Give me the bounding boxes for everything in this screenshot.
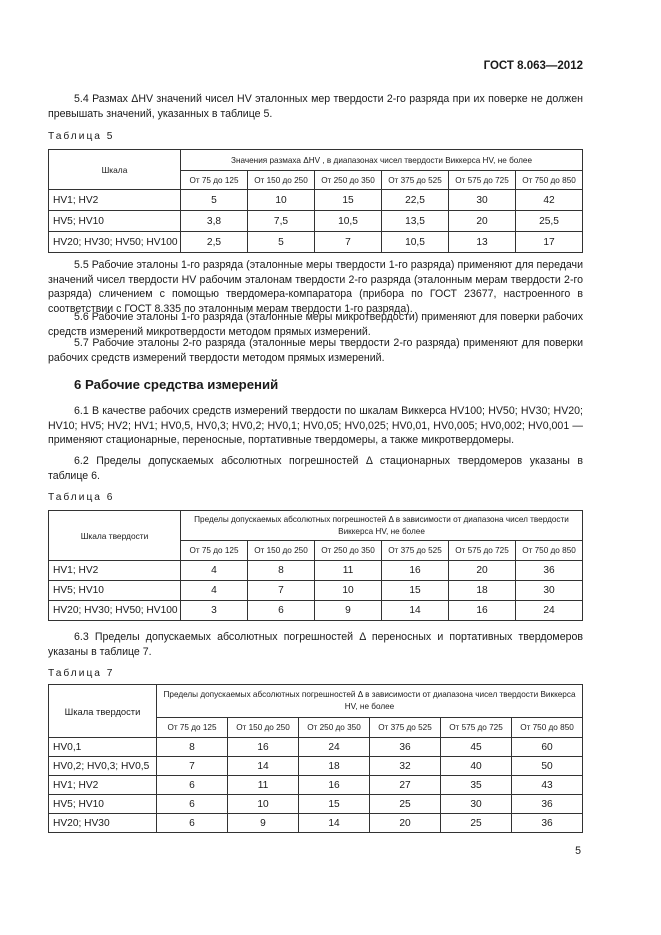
paragraph-5-4: 5.4 Размах ΔHV значений чисел HV эталонных мер твердости 2-го разряда при их поверке не должен превышать значений, указанных в таблице 5. <box>48 93 583 120</box>
table-cell: 60 <box>512 738 583 757</box>
table-cell: 3 <box>181 601 248 621</box>
table-cell: 3,8 <box>181 211 248 232</box>
table-row <box>49 795 583 814</box>
table-cell: 6 <box>157 814 228 833</box>
table-cell: 43 <box>512 776 583 795</box>
table-cell: 24 <box>299 738 370 757</box>
table-7-caption: Таблица 7 <box>48 668 115 679</box>
table-6-range: От 575 до 725 <box>449 541 516 561</box>
table-5-range: От 250 до 350 <box>315 171 382 190</box>
table-6 <box>48 510 583 621</box>
table-cell: 15 <box>382 581 449 601</box>
table-cell: 16 <box>449 601 516 621</box>
table-7-range: От 750 до 850 <box>512 718 583 738</box>
table-cell: 14 <box>382 601 449 621</box>
table-cell: 7 <box>157 757 228 776</box>
table-5-caption: Таблица 5 <box>48 131 115 142</box>
table-cell: 24 <box>516 601 583 621</box>
document-header: ГОСТ 8.063—2012 <box>483 60 583 72</box>
table-cell: 5 <box>248 232 315 253</box>
table-cell: 2,5 <box>181 232 248 253</box>
table-cell: 8 <box>157 738 228 757</box>
table-7-range: От 575 до 725 <box>441 718 512 738</box>
table-cell: 8 <box>248 561 315 581</box>
table-5-header-scale: Шкала <box>49 150 181 190</box>
table-row <box>49 561 583 581</box>
table-cell: HV0,2; HV0,3; HV0,5 <box>49 757 157 776</box>
paragraph-6-3: 6.3 Пределы допускаемых абсолютных погрешностей Δ переносных и портативных твердомеров указаны в таблице 7. <box>48 631 583 658</box>
table-cell: 25 <box>370 795 441 814</box>
table-5-range: От 750 до 850 <box>516 171 583 190</box>
table-cell: 36 <box>512 814 583 833</box>
table-cell: 6 <box>157 776 228 795</box>
table-cell: 36 <box>370 738 441 757</box>
table-row <box>49 738 583 757</box>
table-cell: 4 <box>181 581 248 601</box>
table-cell: 11 <box>228 776 299 795</box>
table-6-range: От 750 до 850 <box>516 541 583 561</box>
table-6-caption: Таблица 6 <box>48 492 115 503</box>
table-cell: 13 <box>449 232 516 253</box>
table-cell: HV20; HV30; HV50; HV100 <box>49 601 181 621</box>
table-cell: HV5; HV10 <box>49 211 181 232</box>
table-6-range: От 250 до 350 <box>315 541 382 561</box>
table-cell: 27 <box>370 776 441 795</box>
table-cell: 7 <box>248 581 315 601</box>
table-7-header-scale: Шкала твердости <box>49 685 157 738</box>
table-cell: 36 <box>516 561 583 581</box>
table-cell: 15 <box>315 190 382 211</box>
table-cell: 40 <box>441 757 512 776</box>
paragraph-5-5: 5.5 Рабочие эталоны 1-го разряда (эталонные меры твердости 1-го разряда) применяют для передачи значений чисел твердости HV рабочим эталонам твердости 2-го разряда (эталонным мерам твердости 2-го разряда) сличением с помощью твердомера-компаратора (прибора по ГОСТ 23677, настроенного в соответствии с ГОСТ 8.335 по эталонным мерам твердости 1-го разряда). <box>48 259 583 315</box>
table-cell: HV1; HV2 <box>49 190 181 211</box>
table-5-header-group: Значения размаха ΔHV , в диапазонах чисел твердости Виккерса HV, не более <box>181 150 583 171</box>
table-row <box>49 190 583 211</box>
table-cell: 16 <box>299 776 370 795</box>
table-cell: 25,5 <box>516 211 583 232</box>
table-cell: 17 <box>516 232 583 253</box>
paragraph-6-2: 6.2 Пределы допускаемых абсолютных погрешностей Δ стационарных твердомеров указаны в таблице 6. <box>48 455 583 482</box>
table-row <box>49 814 583 833</box>
table-cell: 15 <box>299 795 370 814</box>
table-cell: 11 <box>315 561 382 581</box>
table-cell: 30 <box>449 190 516 211</box>
table-cell: 10,5 <box>382 232 449 253</box>
table-cell: 14 <box>299 814 370 833</box>
table-cell: 32 <box>370 757 441 776</box>
table-cell: 45 <box>441 738 512 757</box>
table-row <box>49 232 583 253</box>
table-6-range: От 375 до 525 <box>382 541 449 561</box>
table-cell: 4 <box>181 561 248 581</box>
table-cell: 16 <box>382 561 449 581</box>
table-cell: 35 <box>441 776 512 795</box>
table-cell: 30 <box>516 581 583 601</box>
table-cell: 22,5 <box>382 190 449 211</box>
table-6-header-scale: Шкала твердости <box>49 511 181 561</box>
table-5-range: От 575 до 725 <box>449 171 516 190</box>
table-row <box>49 601 583 621</box>
page-number: 5 <box>575 845 581 857</box>
table-cell: 18 <box>299 757 370 776</box>
table-cell: 9 <box>228 814 299 833</box>
table-cell: HV20; HV30 <box>49 814 157 833</box>
table-cell: 10 <box>228 795 299 814</box>
table-cell: 20 <box>449 561 516 581</box>
table-cell: 36 <box>512 795 583 814</box>
table-cell: 9 <box>315 601 382 621</box>
table-cell: 20 <box>449 211 516 232</box>
table-5-range: От 75 до 125 <box>181 171 248 190</box>
table-7-range: От 150 до 250 <box>228 718 299 738</box>
table-cell: 6 <box>157 795 228 814</box>
paragraph-5-7: 5.7 Рабочие эталоны 2-го разряда (эталонные меры твердости 2-го разряда) применяют для поверки рабочих средств измерений твердости методом прямых измерений. <box>48 337 583 364</box>
table-cell: HV20; HV30; HV50; HV100 <box>49 232 181 253</box>
table-cell: 5 <box>181 190 248 211</box>
table-cell: 13,5 <box>382 211 449 232</box>
table-7 <box>48 684 583 833</box>
table-cell: 18 <box>449 581 516 601</box>
table-row <box>49 776 583 795</box>
table-7-range: От 250 до 350 <box>299 718 370 738</box>
table-cell: 25 <box>441 814 512 833</box>
table-row <box>49 757 583 776</box>
table-5 <box>48 149 583 253</box>
table-cell: 7 <box>315 232 382 253</box>
table-cell: 10,5 <box>315 211 382 232</box>
paragraph-5-6: 5.6 Рабочие эталоны 1-го разряда (эталонные меры микротвердости) применяют для поверки рабочих средств измерений микротвердости методом прямых измерений. <box>48 311 583 338</box>
table-5-range: От 150 до 250 <box>248 171 315 190</box>
table-row <box>49 581 583 601</box>
table-7-header-group: Пределы допускаемых абсолютных погрешностей Δ в зависимости от диапазона чисел твердости Виккерса HV, не более <box>157 685 583 718</box>
paragraph-6-1: 6.1 В качестве рабочих средств измерений твердости по шкалам Виккерса HV100; HV50; HV30; HV20; HV10; HV5; HV2; HV1; HV0,5, HV0,3; HV0,2; HV0,1; HV0,05; HV0,025; HV0,01, HV0,005; HV0,002; HV0,001 — применяют стационарные, переносные, портативные твердомеры, а также микротвердомеры. <box>48 405 583 447</box>
table-cell: 6 <box>248 601 315 621</box>
table-cell: 14 <box>228 757 299 776</box>
table-cell: HV0,1 <box>49 738 157 757</box>
table-cell: 16 <box>228 738 299 757</box>
table-cell: 42 <box>516 190 583 211</box>
table-cell: HV1; HV2 <box>49 561 181 581</box>
table-5-range: От 375 до 525 <box>382 171 449 190</box>
table-cell: HV5; HV10 <box>49 581 181 601</box>
table-cell: 10 <box>248 190 315 211</box>
table-6-header-group: Пределы допускаемых абсолютных погрешностей Δ в зависимости от диапазона чисел твердости Виккерса HV, не более <box>181 511 583 541</box>
table-row <box>49 211 583 232</box>
table-6-range: От 75 до 125 <box>181 541 248 561</box>
table-cell: HV5; HV10 <box>49 795 157 814</box>
table-6-range: От 150 до 250 <box>248 541 315 561</box>
table-7-range: От 75 до 125 <box>157 718 228 738</box>
table-cell: 10 <box>315 581 382 601</box>
table-cell: HV1; HV2 <box>49 776 157 795</box>
table-cell: 50 <box>512 757 583 776</box>
table-7-range: От 375 до 525 <box>370 718 441 738</box>
table-cell: 20 <box>370 814 441 833</box>
section-6-heading: 6 Рабочие средства измерений <box>74 377 279 392</box>
table-cell: 7,5 <box>248 211 315 232</box>
table-cell: 30 <box>441 795 512 814</box>
